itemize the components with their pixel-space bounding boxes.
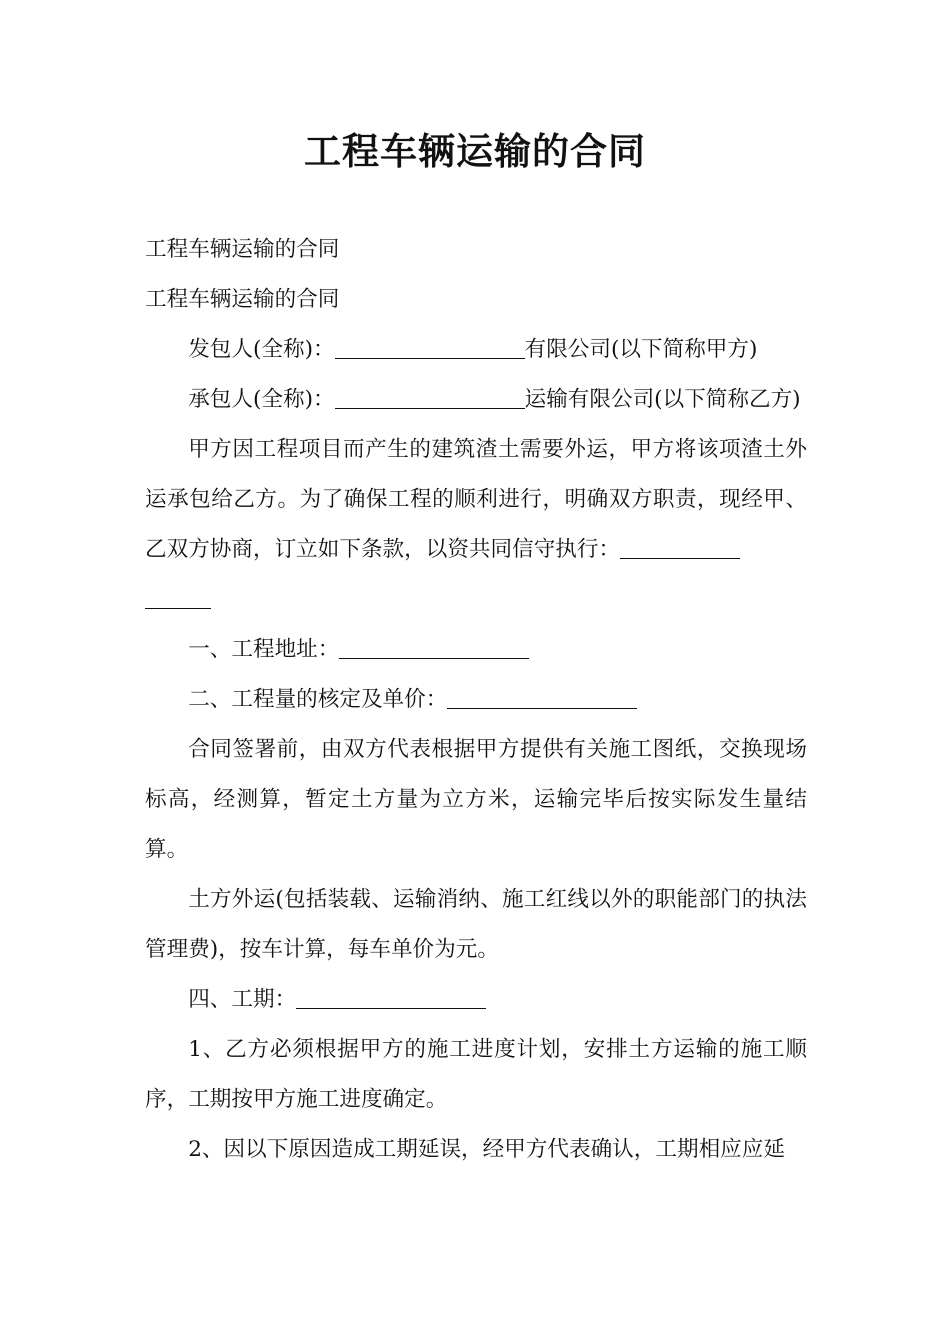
heading-line-2: 工程车辆运输的合同 (145, 287, 340, 312)
intro-blank (620, 537, 740, 560)
section-4-label: 四、工期： (188, 987, 297, 1012)
party-b-blank (335, 387, 525, 410)
document-title: 工程车辆运输的合同 (304, 130, 646, 173)
document-body (145, 225, 807, 1175)
section-2-line (145, 675, 807, 725)
section-1-blank (339, 637, 529, 660)
intro-paragraph (145, 425, 807, 575)
intro-blank-continuation (145, 575, 211, 625)
party-a-blank (335, 337, 525, 360)
quantity-paragraph: 合同签署前，由双方代表根据甲方提供有关施工图纸，交换现场标高，经测算，暂定土方量为立方米，运输完毕后按实际发生量结算。 (145, 737, 807, 862)
party-a-suffix: 有限公司(以下简称甲方) (524, 337, 758, 362)
item-1-paragraph: 1、乙方必须根据甲方的施工进度计划，安排土方运输的施工顺序，工期按甲方施工进度确定。 (145, 1037, 807, 1112)
section-1-line (145, 625, 807, 675)
heading-line-1: 工程车辆运输的合同 (145, 237, 340, 262)
item-2-paragraph: 2、因以下原因造成工期延误，经甲方代表确认，工期相应应延 (188, 1137, 785, 1162)
party-b-suffix: 运输有限公司(以下简称乙方) (524, 387, 801, 412)
party-b-label: 承包人(全称)： (188, 387, 335, 412)
section-1-label: 一、工程地址： (188, 637, 340, 662)
party-a-label: 发包人(全称)： (188, 337, 335, 362)
party-b-line (145, 375, 807, 425)
party-a-line (145, 325, 807, 375)
section-4-line (145, 975, 807, 1025)
intro-text: 甲方因工程项目而产生的建筑渣土需要外运，甲方将该项渣土外运承包给乙方。为了确保工程的顺利进行，明确双方职责，现经甲、乙双方协商，订立如下条款，以资共同信守执行： (145, 437, 807, 562)
section-4-blank (296, 987, 486, 1010)
section-2-label: 二、工程量的核定及单价： (188, 687, 448, 712)
price-paragraph: 土方外运(包括装载、运输消纳、施工红线以外的职能部门的执法管理费)，按车计算，每车单价为元。 (145, 887, 807, 962)
section-2-blank (447, 687, 637, 710)
